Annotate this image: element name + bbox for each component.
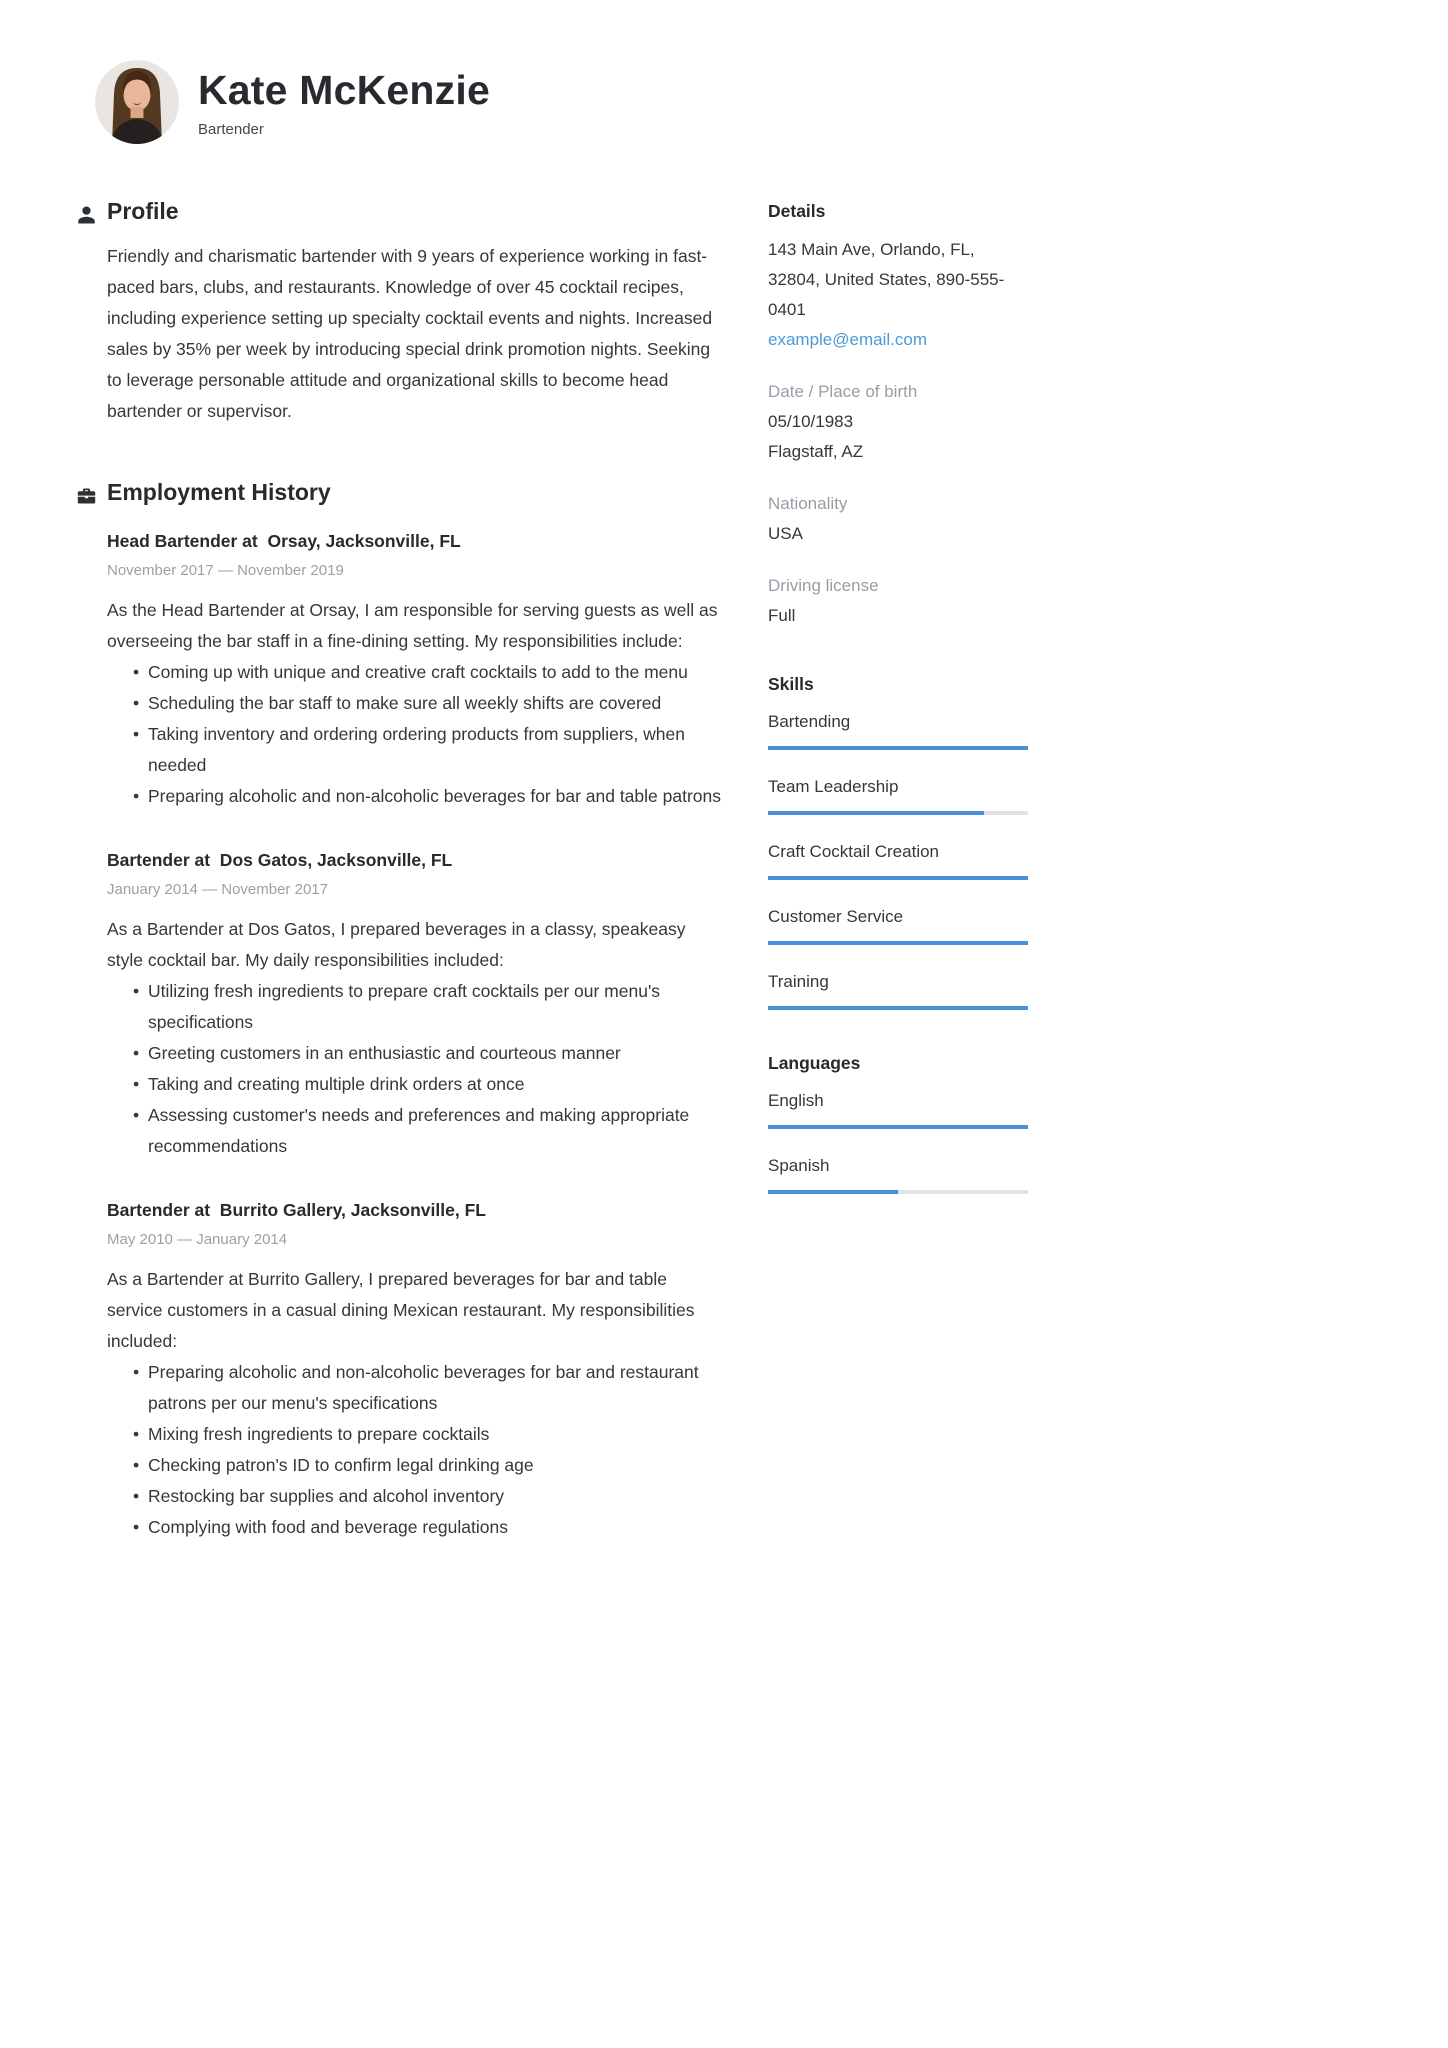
job-bullet-list (107, 657, 721, 812)
job-summary: As a Bartender at Burrito Gallery, I prepared beverages for bar and table service customers in a casual dining Mexican restaurant. My responsibilities included: (107, 1269, 695, 1351)
birth-label: Date / Place of birth (768, 382, 918, 401)
language-bar-fill (768, 1125, 1028, 1129)
bullet-item: • Assessing customer's needs and preferences and making appropriate recommendations (133, 1100, 721, 1162)
employment-heading (107, 477, 721, 507)
address-text: 143 Main Ave, Orlando, FL, 32804, United States, 890-555-0401 (768, 240, 1005, 319)
employment-section (107, 477, 721, 1543)
bullet-item: • Checking patron's ID to confirm legal drinking age (133, 1450, 721, 1481)
job-entry (107, 1196, 721, 1543)
employment-heading-label: Employment History (107, 479, 331, 505)
skill-bar (768, 941, 1028, 945)
content-columns (107, 196, 1448, 1543)
language-item (768, 1152, 1028, 1194)
skill-label: Training (768, 972, 829, 991)
bullet-item: • Taking inventory and ordering ordering products from suppliers, when needed (133, 719, 721, 781)
job-summary: As the Head Bartender at Orsay, I am responsible for serving guests as well as overseeing the bar staff in a fine-dining setting. My responsibilities include: (107, 600, 718, 651)
skill-bar-fill (768, 941, 1028, 945)
language-label: English (768, 1091, 824, 1110)
job-title: Bartender at Dos Gatos, Jacksonville, FL (107, 850, 453, 870)
skill-bar (768, 746, 1028, 750)
details-section (768, 196, 1028, 631)
skill-bar (768, 1006, 1028, 1010)
details-heading: Details (768, 201, 826, 221)
avatar-photo (95, 60, 179, 144)
bullet-item: • Coming up with unique and creative craft cocktails to add to the menu (133, 657, 721, 688)
nationality-label: Nationality (768, 494, 848, 513)
skill-item (768, 773, 1028, 815)
job-summary: As a Bartender at Dos Gatos, I prepared beverages in a classy, speakeasy style cocktail bar. My daily responsibilities included: (107, 919, 686, 970)
license-value: Full (768, 606, 796, 625)
job-title: Head Bartender at Orsay, Jacksonville, FL (107, 531, 461, 551)
language-bar-fill (768, 1190, 898, 1194)
person-name: Kate McKenzie (198, 66, 490, 113)
header-text (198, 67, 490, 138)
profile-heading-label: Profile (107, 198, 179, 224)
skill-bar (768, 811, 1028, 815)
skill-label: Bartending (768, 712, 851, 731)
job-entry (107, 527, 721, 812)
skill-label: Customer Service (768, 907, 904, 926)
language-bar (768, 1190, 1028, 1194)
email-link[interactable]: example@email.com (768, 330, 927, 349)
license-label: Driving license (768, 576, 879, 595)
job-bullet-list (107, 976, 721, 1162)
bullet-item: • Utilizing fresh ingredients to prepare craft cocktails per our menu's specifications (133, 976, 721, 1038)
bullet-item: • Greeting customers in an enthusiastic and courteous manner (133, 1038, 721, 1069)
person-job-title: Bartender (198, 120, 264, 138)
bullet-item: • Restocking bar supplies and alcohol inventory (133, 1481, 721, 1512)
bullet-item: • Preparing alcoholic and non-alcoholic beverages for bar and restaurant patrons per our menu's specifications (133, 1357, 721, 1419)
bullet-item: • Scheduling the bar staff to make sure all weekly shifts are covered (133, 688, 721, 719)
skill-bar-fill (768, 811, 984, 815)
job-dates: January 2014 — November 2017 (107, 881, 328, 898)
bullet-item: • Mixing fresh ingredients to prepare cocktails (133, 1419, 721, 1450)
skill-item (768, 968, 1028, 1010)
avatar (95, 60, 179, 144)
birth-place: Flagstaff, AZ (768, 442, 864, 461)
bullet-item: • Taking and creating multiple drink orders at once (133, 1069, 721, 1100)
skill-label: Craft Cocktail Creation (768, 842, 940, 861)
header (95, 60, 1448, 144)
job-dates: November 2017 — November 2019 (107, 562, 344, 579)
language-item (768, 1087, 1028, 1129)
skill-item (768, 838, 1028, 880)
job-bullet-list (107, 1357, 721, 1543)
skill-item (768, 903, 1028, 945)
languages-heading: Languages (768, 1053, 861, 1073)
nationality-value: USA (768, 524, 803, 543)
bullet-item: • Preparing alcoholic and non-alcoholic beverages for bar and table patrons (133, 781, 721, 812)
profile-section (107, 196, 721, 427)
skill-item (768, 708, 1028, 750)
skill-bar (768, 876, 1028, 880)
language-bar (768, 1125, 1028, 1129)
language-label: Spanish (768, 1156, 830, 1175)
person-icon (77, 202, 96, 221)
birth-date: 05/10/1983 (768, 412, 854, 431)
job-dates: May 2010 — January 2014 (107, 1231, 288, 1248)
main-column (107, 196, 721, 1543)
job-title: Bartender at Burrito Gallery, Jacksonville, FL (107, 1200, 486, 1220)
skill-bar-fill (768, 876, 1028, 880)
sidebar (768, 196, 1028, 1194)
skill-label: Team Leadership (768, 777, 899, 796)
job-entry (107, 846, 721, 1162)
skill-bar-fill (768, 1006, 1028, 1010)
skills-heading: Skills (768, 674, 814, 694)
bullet-item: • Complying with food and beverage regulations (133, 1512, 721, 1543)
profile-heading (107, 196, 721, 226)
languages-section (768, 1048, 1028, 1194)
skill-bar-fill (768, 746, 1028, 750)
briefcase-icon (77, 483, 96, 502)
profile-text: Friendly and charismatic bartender with 9 years of experience working in fast-paced bars, clubs, and restaurants. Knowledge of over 45 cocktail recipes, including experience setting up specialty cocktail events and nights. Increased sales by 35% per week by introducing special drink promotion nights. Seeking to leverage personable attitude and organizational skills to become head bartender or supervisor. (107, 246, 713, 421)
skills-section (768, 669, 1028, 1010)
